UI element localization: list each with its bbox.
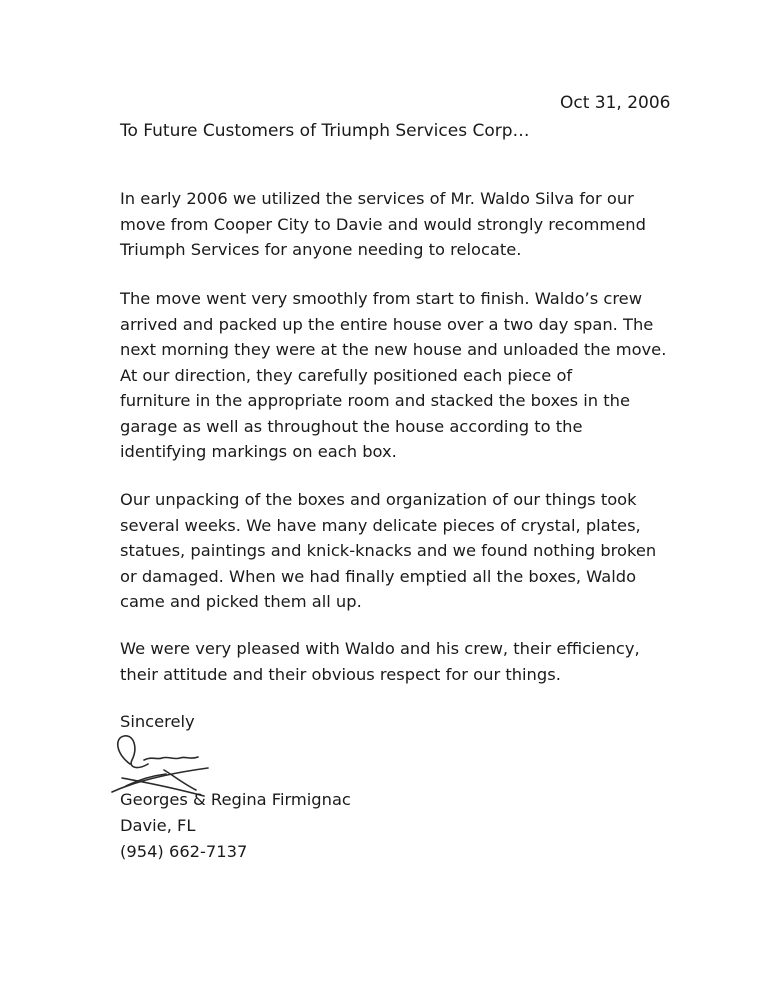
paragraph-line: Triumph Services for anyone needing to relocate. [120,240,522,259]
paragraph-line: arrived and packed up the entire house over a two day span. The [120,314,654,334]
signer-city: Davie, FL [120,816,196,835]
paragraph-line: identifying markings on each box. [120,442,397,461]
paragraph-line: next morning they were at the new house and unloaded the move. [120,340,667,359]
paragraph-line: their attitude and their obvious respect for our things. [120,664,561,684]
signer-block [120,787,351,865]
paragraph-line: move from Cooper City to Davie and would strongly recommend [120,214,646,234]
closing: Sincerely [120,712,195,731]
paragraph-line: At our direction, they carefully positioned each piece of [120,365,573,385]
paragraph-line: Our unpacking of the boxes and organization of our things took [120,490,637,509]
paragraph-line: We were very pleased with Waldo and his crew, their efficiency, [120,639,640,658]
paragraph-4 [120,636,680,687]
paragraph-2 [120,286,680,465]
paragraph-line: came and picked them all up. [120,592,362,611]
signer-phone: (954) 662-7137 [120,842,248,861]
salutation: To Future Customers of Triumph Services Corp… [120,121,530,141]
signer-name: Georges & Regina Firmignac [120,790,351,809]
paragraph-1 [120,186,680,263]
paragraph-line: furniture in the appropriate room and stacked the boxes in the [120,391,630,410]
paragraph-3 [120,487,680,615]
paragraph-line: The move went very smoothly from start to finish. Waldo’s crew [120,289,643,308]
paragraph-line: garage as well as throughout the house according to the [120,416,583,436]
paragraph-line: In early 2006 we utilized the services of Mr. Waldo Silva for our [120,189,634,208]
paragraph-line: statues, paintings and knick-knacks and we found nothing broken [120,541,657,560]
letter-date: Oct 31, 2006 [560,93,671,113]
paragraph-line: several weeks. We have many delicate pieces of crystal, plates, [120,515,641,535]
paragraph-line: or damaged. When we had finally emptied all the boxes, Waldo [120,566,637,586]
